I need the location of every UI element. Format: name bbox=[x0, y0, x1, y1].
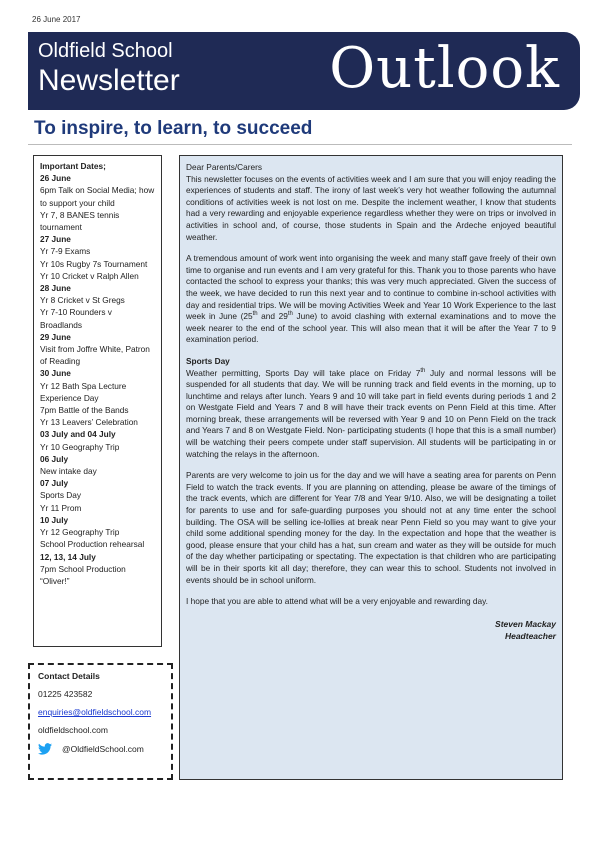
paragraph-4: Parents are very welcome to join us for the day and we will have a seating area for parents on Penn Field to watch the track events. If you are planning on attending, please be aware of the timings of the track events, which are different for Year 7/8 and Year 9/10. Also, we will be designating a toilet for parents to use and for safe-guarding purposes you should not at any time enter the school building. The OSA will be selling ice-lollies at break near Penn Field so you may want to give your child some additional spending money for the day. In the expectation and hope that the weather is good, please ensure that your child has a hat, sun cream and water as they will be outside for much of the day whether participating or spectating. The expectation is that children who are participating will be in their sports kit all day; therefore, they can wear this to school. Students not involved in events should be in school uniform. bbox=[186, 470, 556, 585]
important-dates-heading: Important Dates; bbox=[40, 161, 106, 171]
date-event: 6pm Talk on Social Media; how to support your child bbox=[40, 185, 155, 208]
issue-date: 26 June 2017 bbox=[32, 15, 81, 24]
date-event: Yr 11 Prom bbox=[40, 502, 82, 513]
school-name: Oldfield School bbox=[38, 40, 173, 62]
paragraph-2: A tremendous amount of work went into organising the week and many staff gave freely of their own time to organise and run events and I am very grateful for this. Thank you to those parents who have contacted the school to express your thanks; this was very much appreciated. Given the success of the week, we have decided to run this next year and to continue to combine in-school activities with day and residential trips. We will be moving Activities Week and Year 10 Work Experience to the last week in June (25th and 29th June) to avoid clashing with external examinations and to move the week nearer to the end of the school year. This will also mean that it will be after the Year 7 to 9 examination period. bbox=[186, 253, 556, 345]
contact-heading: Contact Details bbox=[38, 671, 100, 681]
signature bbox=[186, 618, 556, 642]
date-event: Sports Day bbox=[40, 490, 82, 501]
date-event: Yr 12 Bath Spa Lecture Experience Day bbox=[40, 380, 127, 403]
newsletter-label: Newsletter bbox=[38, 64, 180, 97]
date-event: Yr 8 Cricket v St Gregs bbox=[40, 295, 125, 306]
date-heading: 12, 13, 14 July bbox=[40, 551, 96, 562]
date-event: Yr 7-10 Rounders v Broadlands bbox=[40, 307, 112, 330]
paragraph-5: I hope that you are able to attend what will be a very enjoyable and rewarding day. bbox=[186, 596, 488, 607]
greeting: Dear Parents/Carers bbox=[186, 162, 263, 172]
masthead bbox=[28, 32, 580, 110]
sports-day-heading: Sports Day bbox=[186, 355, 230, 366]
email-link[interactable]: enquiries@oldfieldschool.com bbox=[38, 707, 152, 717]
date-heading: 07 July bbox=[40, 478, 69, 489]
date-event: Yr 10 Geography Trip bbox=[40, 441, 120, 452]
twitter-row[interactable] bbox=[38, 743, 163, 755]
date-event: New intake day bbox=[40, 466, 97, 477]
date-event: Yr 10s Rugby 7s Tournament bbox=[40, 258, 148, 269]
date-event: Yr 7-9 Exams bbox=[40, 246, 91, 257]
date-heading: 03 July and 04 July bbox=[40, 429, 116, 440]
date-event: 7pm School Production “Oliver!” bbox=[40, 563, 126, 586]
date-heading: 06 July bbox=[40, 453, 69, 464]
twitter-handle: @OldfieldSchool.com bbox=[62, 744, 144, 754]
signature-title: Headteacher bbox=[504, 630, 556, 641]
date-heading: 26 June bbox=[40, 173, 71, 184]
phone-number: 01225 423582 bbox=[38, 689, 93, 699]
date-heading: 27 June bbox=[40, 234, 71, 245]
date-event: Visit from Joffre White, Patron of Reading bbox=[40, 344, 150, 367]
date-event: Yr 10 Cricket v Ralph Allen bbox=[40, 270, 139, 281]
paragraph-3: Weather permitting, Sports Day will take place on Friday 7th July and normal lessons will be suspended for all students that day. We will be running track and field events in the morning, up to lunchtime and relays after lunch. Years 9 and 10 will take part in field events during periods 1 and 2 on Westgate Field and Years 7 and 8 will have their track events on Penn Field at this time. After morning break, these arrangements will be reversed with Year 9 and 10 on Penn Field on the track and Years 7 and 8 on Westgate Field. Non- participating students (I hope that this is a small number) will be watching their peers compete under staff supervision. All students will be participating in or watching the relays in the afternoon. bbox=[186, 367, 556, 459]
date-event: Yr 13 Leavers’ Celebration bbox=[40, 417, 138, 428]
website-text: oldfieldschool.com bbox=[38, 725, 108, 735]
date-event: Yr 7, 8 BANES tennis tournament bbox=[40, 209, 120, 233]
contact-box bbox=[28, 663, 173, 780]
date-heading: 29 June bbox=[40, 331, 71, 342]
date-event: 7pm Battle of the Bands bbox=[40, 405, 129, 416]
date-heading: 10 July bbox=[40, 514, 69, 525]
date-list bbox=[40, 172, 155, 587]
date-heading: 30 June bbox=[40, 368, 71, 379]
signature-name: Steven Mackay bbox=[495, 618, 556, 629]
letter-panel bbox=[179, 155, 563, 780]
date-event: Yr 12 Geography Trip bbox=[40, 527, 120, 538]
outlook-title: Outlook bbox=[329, 36, 560, 101]
tagline: To inspire, to learn, to succeed bbox=[34, 118, 313, 139]
paragraph-1: This newsletter focuses on the events of activities week and I am sure that you will enjoy reading the experiences of students and staff. The irony of last week’s very hot weather following the autumnal conditions of activities week is not lost on me. Despite the inclement weather, I know that students had a very rewarding and enjoyable experience regardless whether they were on trips or involved in activities in school and, of course, those students in Spain and the Ardeche enjoyed beautiful weather. bbox=[186, 173, 556, 242]
date-heading: 28 June bbox=[40, 283, 71, 294]
twitter-icon bbox=[38, 743, 52, 755]
important-dates-box bbox=[33, 155, 162, 647]
date-event: School Production rehearsal bbox=[40, 539, 145, 550]
divider bbox=[28, 144, 572, 145]
